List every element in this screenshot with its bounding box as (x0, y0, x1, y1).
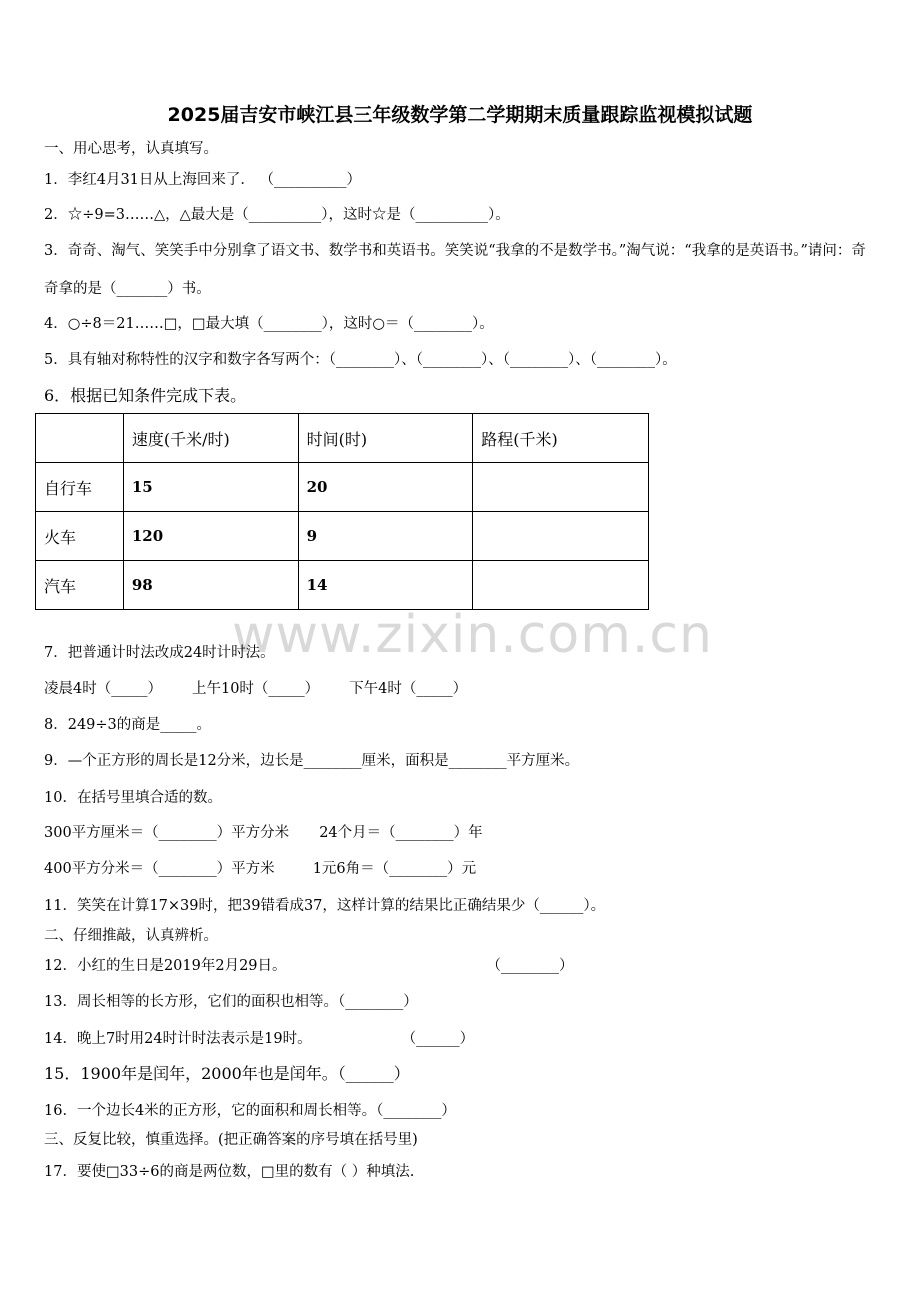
question-4: 4．○÷8＝21……□，□最大填（________），这时○＝（________）。 (44, 316, 494, 332)
distance-cell[interactable] (473, 463, 649, 512)
q12-text: 12．小红的生日是2019年2月29日。 (44, 958, 287, 974)
q7-item-morning: 上午10时（_____） (191, 681, 320, 697)
question-17: 17．要使□33÷6的商是两位数，□里的数有（ ）种填法. (44, 1164, 415, 1180)
time-cell: 20 (298, 463, 473, 512)
q14-answer-blank: （______） (401, 1031, 475, 1047)
question-1: 1．李红4月31日从上海回来了． （__________） (44, 172, 362, 188)
q7-item-early-morning: 凌晨4时（_____） (44, 681, 162, 697)
table-header-cell (36, 414, 124, 463)
question-2: 2．☆÷9=3……△，△最大是（__________），这时☆是（__________）。 (44, 207, 510, 223)
section-1-heading: 一、用心思考，认真填写。 (44, 141, 218, 157)
table-header-cell: 速度(千米/时) (123, 414, 298, 463)
speed-cell: 98 (123, 561, 298, 610)
time-cell: 14 (298, 561, 473, 610)
speed-cell: 120 (123, 512, 298, 561)
question-9: 9．—个正方形的周长是12分米，边长是________厘米，面积是________平方厘米。 (44, 753, 580, 769)
row-label: 火车 (36, 512, 124, 561)
table-row (36, 561, 649, 610)
question-6: 6．根据已知条件完成下表。 (44, 386, 247, 405)
speed-cell: 15 (123, 463, 298, 512)
section-2-heading: 二、仔细推敲，认真辨析。 (44, 928, 218, 944)
row-label: 自行车 (36, 463, 124, 512)
question-10: 10．在括号里填合适的数。 (44, 790, 222, 806)
table-row (36, 512, 649, 561)
question-15: 15．1900年是闰年，2000年也是闰年。（______） (44, 1064, 410, 1083)
table-header-row (36, 414, 649, 463)
question-10-row-2 (44, 859, 476, 879)
question-16: 16．一个边长4米的正方形，它的面积和周长相等。（________） (44, 1103, 456, 1119)
question-7: 7．把普通计时法改成24时计时法。 (44, 645, 275, 661)
question-7-items (44, 679, 467, 699)
q7-item-afternoon: 下午4时（_____） (349, 681, 468, 697)
page-title: 2025届吉安市峡江县三年级数学第二学期期末质量跟踪监视模拟试题 (167, 104, 753, 126)
time-cell: 9 (298, 512, 473, 561)
distance-cell[interactable] (473, 512, 649, 561)
question-13: 13．周长相等的长方形，它们的面积也相等。（________） (44, 994, 418, 1010)
table-row (36, 463, 649, 512)
watermark: www.zixin.com.cn (232, 605, 713, 665)
q10-area-conversion-2: 400平方分米＝（________）平方米 (44, 861, 275, 877)
q10-area-conversion-1: 300平方厘米＝（________）平方分米 (44, 825, 290, 841)
question-10-row-1 (44, 823, 483, 843)
q12-answer-blank: （________） (486, 958, 574, 974)
question-3: 3．奇奇、淘气、笑笑手中分别拿了语文书、数学书和英语书。笑笑说“我拿的不是数学书。”淘气说：“我拿的是英语书。”请问：奇奇拿的是（_______）书。 (44, 243, 866, 297)
question-11: 11．笑笑在计算17×39时，把39错看成37，这样计算的结果比正确结果少（______）。 (44, 898, 606, 914)
question-8: 8．249÷3的商是_____。 (44, 717, 212, 733)
table-header-cell: 路程(千米) (473, 414, 649, 463)
speed-time-distance-table (35, 413, 649, 610)
q10-money-conversion: 1元6角＝（________）元 (312, 861, 477, 877)
question-14 (44, 1029, 474, 1049)
distance-cell[interactable] (473, 561, 649, 610)
q14-text: 14．晚上7时用24时计时法表示是19时。 (44, 1031, 312, 1047)
section-3-heading: 三、反复比较，慎重选择。(把正确答案的序号填在括号里) (44, 1132, 418, 1148)
row-label: 汽车 (36, 561, 124, 610)
question-12 (44, 956, 574, 976)
q10-month-conversion: 24个月＝（________）年 (319, 825, 483, 841)
table-header-cell: 时间(时) (298, 414, 473, 463)
question-5: 5．具有轴对称特性的汉字和数字各写两个：（________）、（________）、（________）、（________）。 (44, 352, 677, 368)
